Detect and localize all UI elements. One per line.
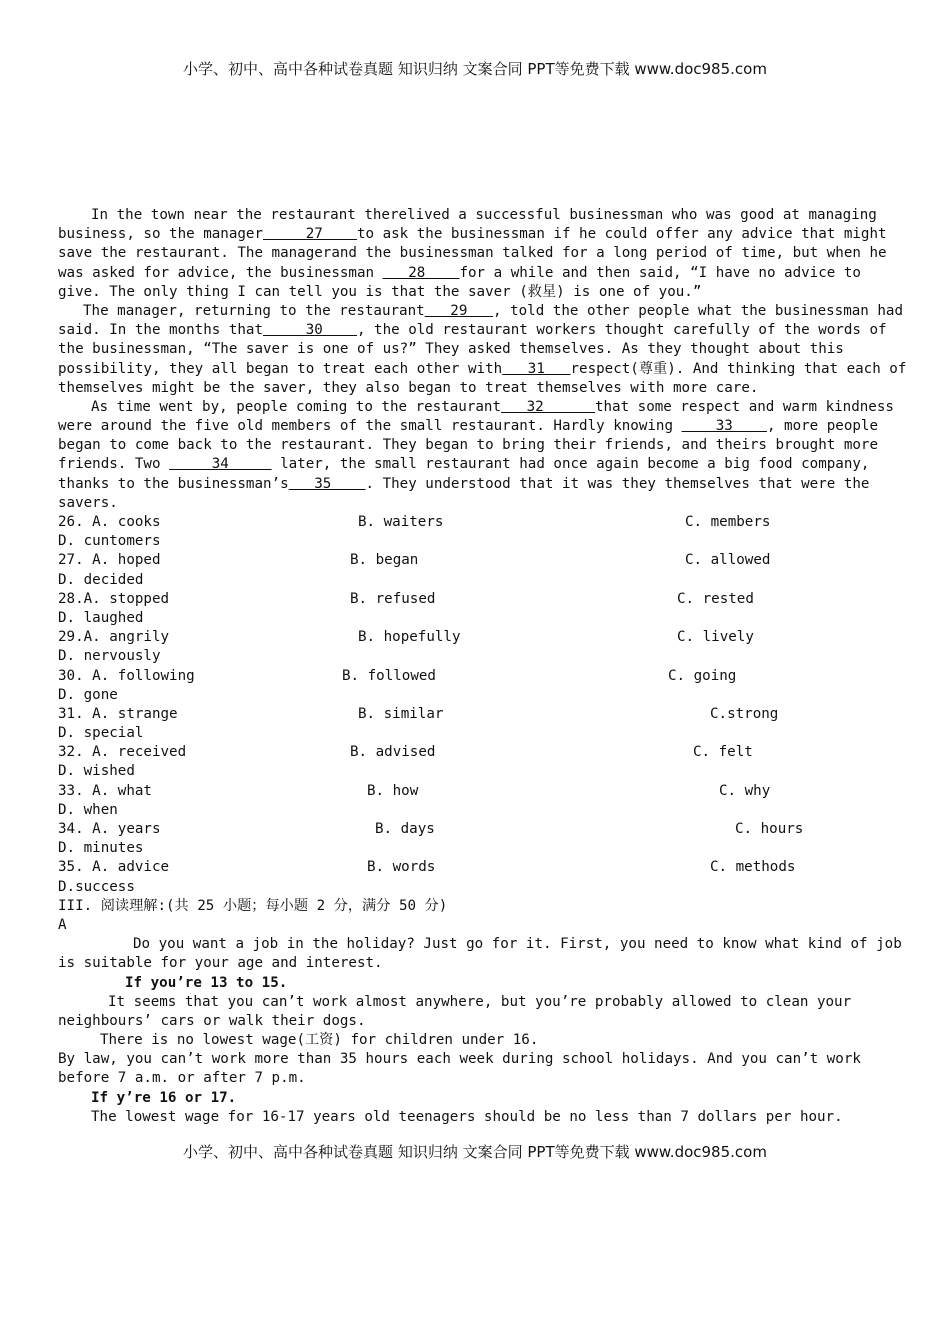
option-c: C. members: [685, 514, 771, 530]
text: The manager, returning to the restaurant: [83, 302, 425, 319]
reading-line: [58, 1012, 898, 1031]
option-b: B. began: [350, 552, 419, 569]
option-a: 34. A. years: [58, 821, 161, 837]
text: friends. Two: [58, 456, 170, 473]
option-row: [58, 667, 898, 686]
subheading: [58, 974, 898, 993]
option-row: [58, 705, 898, 724]
option-row: [58, 590, 898, 609]
text: before 7 a.m. or after 7 p.m.: [58, 1070, 306, 1087]
text: possibility, they all began to treat each other with: [58, 360, 503, 377]
text: is suitable for your age and interest.: [58, 955, 383, 972]
option-b: B. advised: [350, 744, 436, 761]
option-c: C. going: [668, 667, 737, 684]
blank-35: 35: [288, 475, 366, 492]
passage-line: [58, 244, 898, 263]
passage-line: [58, 455, 898, 474]
page-header: 小学、初中、高中各种试卷真题 知识归纳 文案合同 PPT等免费下载 www.doc985.com: [183, 60, 767, 78]
reading-line: [58, 1050, 898, 1069]
subheading: [58, 1089, 898, 1108]
passage-line: [58, 340, 898, 359]
option-d: D.success: [58, 878, 135, 895]
text: There is no lowest wage(工资) for children under 16.: [100, 1032, 539, 1049]
option-d-line: [58, 571, 898, 590]
option-row: [58, 628, 898, 647]
option-d-line: [58, 609, 898, 628]
text: the businessman, “The saver is one of us?” They asked themselves. As they thought about this: [58, 341, 844, 358]
text: for a while and then said, “I have no advice to: [459, 264, 861, 281]
option-b: B. days: [375, 821, 435, 837]
passage-line: [58, 398, 898, 417]
option-a: 35. A. advice: [58, 859, 170, 876]
text: If you’re 13 to 15.: [125, 974, 288, 991]
blank-28: 28: [382, 264, 460, 281]
text: savers.: [58, 494, 118, 511]
option-c: C. felt: [693, 744, 753, 761]
blank-29: 29: [424, 302, 494, 319]
option-c: C. methods: [710, 859, 796, 876]
option-b: B. similar: [358, 705, 444, 722]
section-heading: [58, 897, 898, 916]
passage-line: [58, 417, 898, 436]
option-c: C.strong: [710, 705, 779, 722]
option-d: D. decided: [58, 571, 144, 588]
text: A: [58, 916, 67, 933]
option-row: [58, 551, 898, 570]
text: business, so the manager: [58, 226, 263, 243]
passage-line: [58, 494, 898, 513]
text: In the town near the restaurant therelived a successful businessman who was good at managing: [91, 207, 877, 223]
text: If y’re 16 or 17.: [91, 1089, 237, 1106]
option-d-line: [58, 762, 898, 781]
text: , the old restaurant workers thought carefully of the words of: [356, 322, 887, 339]
option-a: 29.A. angrily: [58, 629, 170, 646]
text: themselves might be the saver, they also began to treat themselves with more care.: [58, 379, 759, 396]
blank-32: 32: [501, 398, 595, 415]
option-d: D. laughed: [58, 609, 144, 626]
option-d-line: [58, 878, 898, 897]
option-a: 32. A. received: [58, 744, 187, 761]
option-c: C. why: [719, 782, 771, 799]
text: to ask the businessman if he could offer any advice that might: [356, 226, 887, 243]
text: It seems that you can’t work almost anywhere, but you’re probably allowed to clean your: [108, 993, 852, 1010]
option-b: B. followed: [342, 667, 436, 684]
option-b: B. waiters: [358, 514, 444, 530]
text: The lowest wage for 16-17 years old teenagers should be no less than 7 dollars per hour.: [91, 1108, 843, 1125]
option-a: 26. A. cooks: [58, 514, 161, 530]
option-row: [58, 743, 898, 762]
option-row: [58, 858, 898, 877]
reading-line: [58, 954, 898, 973]
option-d-line: [58, 801, 898, 820]
option-c: C. lively: [677, 629, 754, 646]
option-b: B. refused: [350, 590, 436, 607]
option-d-line: [58, 647, 898, 666]
option-b: B. how: [367, 782, 419, 799]
passage-line: [58, 436, 898, 455]
reading-line: [58, 935, 902, 954]
text: III. 阅读理解:(共 25 小题；每小题 2 分，满分 50 分): [58, 897, 448, 914]
text: said. In the months that: [58, 322, 263, 339]
passage-line: [58, 360, 907, 379]
text: that some respect and warm kindness: [594, 398, 894, 415]
text: neighbours’ cars or walk their dogs.: [58, 1012, 366, 1029]
reading-line: [58, 993, 898, 1012]
passage-line: [58, 225, 898, 244]
text: , told the other people what the businessman had: [493, 302, 904, 319]
text: , more people: [766, 418, 879, 435]
option-d-line: [58, 686, 898, 705]
option-a: 33. A. what: [58, 782, 152, 799]
passage-line: [58, 264, 898, 283]
option-a: 28.A. stopped: [58, 590, 170, 607]
blank-34: 34: [169, 456, 272, 473]
blank-33: 33: [681, 418, 767, 435]
option-d-line: [58, 839, 898, 858]
text: were around the five old members of the small restaurant. Hardly knowing: [58, 418, 682, 435]
option-a: 30. A. following: [58, 667, 195, 684]
passage-line: [58, 475, 898, 494]
blank-30: 30: [263, 322, 357, 339]
option-d: D. special: [58, 725, 144, 742]
text: respect(尊重). And thinking that each of: [570, 360, 907, 377]
reading-line: [58, 1069, 898, 1088]
option-b: B. words: [367, 859, 436, 876]
option-row: [58, 782, 898, 801]
option-c: C. rested: [677, 590, 754, 607]
text: Do you want a job in the holiday? Just go for it. First, you need to know what kind of job: [133, 936, 902, 953]
option-d: D. nervously: [58, 648, 161, 665]
passage-line: [58, 321, 898, 340]
option-d: D. when: [58, 801, 118, 818]
option-d: D. wished: [58, 763, 135, 780]
option-d: D. cuntomers: [58, 533, 161, 550]
text: By law, you can’t work more than 35 hours each week during school holidays. And you can’t work: [58, 1051, 861, 1068]
option-d: D. gone: [58, 686, 118, 703]
option-d-line: [58, 532, 898, 551]
text: save the restaurant. The managerand the businessman talked for a long period of time, but when he: [58, 245, 887, 262]
page-footer: 小学、初中、高中各种试卷真题 知识归纳 文案合同 PPT等免费下载 www.doc985.com: [183, 1143, 767, 1161]
option-c: C. hours: [735, 821, 804, 837]
option-a: 31. A. strange: [58, 705, 178, 722]
option-b: B. hopefully: [358, 629, 461, 646]
blank-27: 27: [263, 226, 357, 243]
option-d-line: [58, 724, 898, 743]
reading-line: [58, 1031, 898, 1050]
text: thanks to the businessman’s: [58, 475, 289, 492]
text: later, the small restaurant had once again become a big food company,: [271, 456, 870, 473]
document-body: [58, 206, 907, 1127]
option-d: D. minutes: [58, 840, 144, 857]
option-row: [58, 820, 898, 839]
option-row: [58, 513, 898, 532]
text: began to come back to the restaurant. They began to bring their friends, and theirs brought more: [58, 437, 878, 454]
text: was asked for advice, the businessman: [58, 264, 383, 281]
passage-line: [58, 302, 904, 321]
reading-line: [58, 1108, 898, 1127]
part-label: [58, 916, 898, 935]
text: As time went by, people coming to the restaurant: [91, 398, 501, 415]
text: give. The only thing I can tell you is that the saver (救星) is one of you.”: [58, 283, 702, 300]
text: . They understood that it was they themselves that were the: [365, 475, 870, 492]
passage-line: [58, 283, 898, 302]
passage-line: [58, 206, 898, 225]
blank-31: 31: [502, 360, 571, 377]
option-a: 27. A. hoped: [58, 552, 161, 569]
option-c: C. allowed: [685, 552, 771, 569]
passage-line: [58, 379, 898, 398]
